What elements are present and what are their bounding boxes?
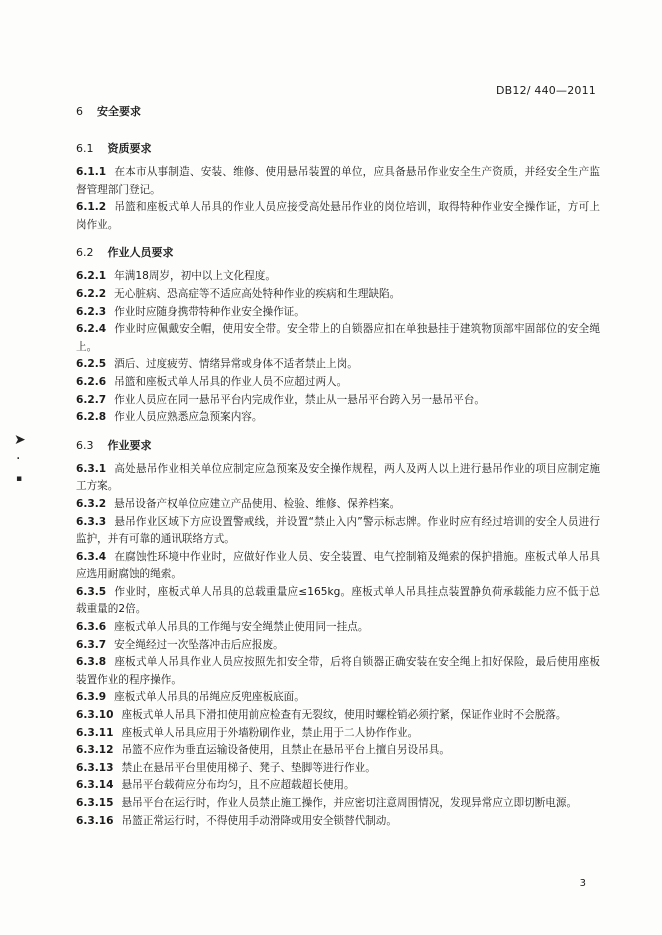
clause-text: 座板式单人吊具的吊绳应反兜座板底面。 — [114, 691, 305, 704]
clause-number: 6.3.15 — [76, 797, 114, 809]
clause-text: 悬吊平台在运行时，作业人员禁止施工操作，并应密切注意周围情况，发现异常应立即切断电源。 — [121, 797, 578, 809]
margin-dot-mark: · — [16, 451, 21, 467]
clause — [76, 777, 600, 795]
clause-text: 悬吊作业区域下方应设置警戒线，并设置“禁止入内”警示标志牌。作业时应有经过培训的安全人员进行监护，并有可靠的通讯联络方式。 — [76, 515, 600, 546]
clause — [76, 392, 600, 410]
clause-text: 在腐蚀性环境中作业时，应做好作业人员、安全装置、电气控制箱及绳索的保护措施。座板式单人吊具应选用耐腐蚀的绳索。 — [76, 550, 600, 581]
clause — [76, 584, 600, 619]
clause-number: 6.3.14 — [76, 779, 114, 792]
margin-arrow-mark: ➤ — [14, 432, 26, 448]
document-body — [76, 104, 600, 830]
subsection-title: 作业要求 — [107, 438, 152, 452]
clause-text: 悬吊平台载荷应分布均匀，且不应超载超长使用。 — [121, 779, 355, 792]
subsection-number: 6.3 — [76, 438, 94, 452]
clause-text: 作业时应随身携带特种作业安全操作证。 — [114, 305, 305, 318]
clause — [76, 199, 600, 234]
subsection-title: 作业人员要求 — [107, 246, 174, 260]
section-number: 6 — [76, 105, 83, 118]
subsection-title: 资质要求 — [107, 142, 152, 155]
clause-text: 座板式单人吊具的工作绳与安全绳禁止使用同一挂点。 — [114, 621, 369, 634]
subsection-heading — [76, 438, 600, 454]
clause — [76, 164, 600, 199]
clause — [76, 689, 600, 707]
clause — [76, 619, 600, 637]
subsection-heading — [76, 245, 600, 261]
clause-text: 座板式单人吊具下滑扣使用前应检查有无裂纹，使用时螺栓销必须拧紧，保证作业时不会脱落。 — [121, 709, 567, 722]
clause — [76, 321, 600, 356]
clause-number: 6.3.3 — [76, 515, 107, 528]
clause — [76, 654, 600, 689]
clause-number: 6.3.6 — [76, 621, 107, 634]
clause — [76, 268, 600, 286]
clause — [76, 461, 600, 496]
clause-text: 在本市从事制造、安装、维修、使用悬吊装置的单位，应具备悬吊作业安全生产资质，并经安全生产监督管理部门登记。 — [76, 166, 600, 196]
clause-text: 禁止在悬吊平台里使用梯子、凳子、垫脚等进行作业。 — [121, 761, 376, 774]
subsection-number: 6.1 — [76, 142, 94, 155]
clause-number: 6.2.6 — [76, 375, 107, 388]
clause-text: 座板式单人吊具作业人员应按照先扣安全带，后将自锁器正确安装在安全绳上扣好保险，最后使用座板装置作业的程序操作。 — [76, 656, 600, 686]
section-heading — [76, 104, 600, 120]
margin-square-mark: ▪ — [16, 474, 23, 484]
clause-text: 作业时应佩戴安全帽，使用安全带。安全带上的自锁器应扣在单独悬挂于建筑物顶部牢固部位的安全绳上。 — [76, 323, 600, 353]
clause-number: 6.3.11 — [76, 726, 114, 739]
clause-number: 6.2.8 — [76, 411, 107, 424]
clause-number: 6.2.4 — [76, 323, 107, 336]
clause-number: 6.3.8 — [76, 656, 107, 669]
clause-text: 作业人员应在同一悬吊平台内完成作业，禁止从一悬吊平台跨入另一悬吊平台。 — [114, 393, 485, 406]
clause-text: 高处悬吊作业相关单位应制定应急预案及安全操作规程，两人及两人以上进行悬吊作业的项目应制定施工方案。 — [76, 462, 600, 493]
clause-text: 吊篮不应作为垂直运输设备使用，且禁止在悬吊平台上擅自另设吊具。 — [121, 744, 450, 757]
clause — [76, 374, 600, 392]
clause — [76, 514, 600, 549]
clause-text: 吊篮正常运行时，不得使用手动滑降或用安全锁替代制动。 — [121, 814, 397, 827]
clause — [76, 813, 600, 831]
clause-text: 吊篮和座板式单人吊具的作业人员应接受高处悬吊作业的岗位培训，取得特种作业安全操作证，方可上岗作业。 — [76, 201, 600, 231]
clause-number: 6.3.16 — [76, 814, 114, 827]
clause-text: 悬吊设备产权单位应建立产品使用、检验、维修、保养档案。 — [114, 497, 401, 510]
clause-number: 6.3.7 — [76, 638, 107, 651]
clause — [76, 795, 600, 813]
clause — [76, 742, 600, 760]
clause — [76, 549, 600, 584]
section-title: 安全要求 — [97, 105, 141, 118]
clause-text: 座板式单人吊具应用于外墙粉刷作业，禁止用于二人协作作业。 — [121, 726, 419, 739]
clause — [76, 637, 600, 655]
clause — [76, 356, 600, 374]
clause — [76, 286, 600, 304]
clause-number: 6.3.5 — [76, 585, 107, 598]
clause — [76, 496, 600, 514]
clause-text: 年满18周岁，初中以上文化程度。 — [114, 270, 276, 283]
clause-text: 安全绳经过一次坠落冲击后应报废。 — [114, 638, 284, 651]
clause-number: 6.3.12 — [76, 744, 114, 757]
clause-text: 作业人员应熟悉应急预案内容。 — [114, 411, 263, 424]
clause-number: 6.3.10 — [76, 709, 114, 722]
document-code: DB12/ 440—2011 — [495, 84, 596, 97]
clause-number: 6.2.2 — [76, 287, 107, 300]
clause-number: 6.3.1 — [76, 462, 107, 475]
clause-number: 6.3.4 — [76, 550, 107, 563]
clause-number: 6.2.1 — [76, 270, 107, 283]
clause — [76, 409, 600, 427]
clause-number: 6.3.9 — [76, 691, 107, 704]
page-number: 3 — [579, 878, 586, 889]
clause-text: 酒后、过度疲劳、情绪异常或身体不适者禁止上岗。 — [114, 358, 358, 371]
clause-number: 6.2.5 — [76, 358, 107, 371]
clause-number: 6.1.1 — [76, 166, 107, 178]
clause-text: 作业时，座板式单人吊具的总载重量应≤165kg。座板式单人吊具挂点装置静负荷承载能力应不低于总载重量的2倍。 — [76, 585, 600, 616]
subsection-number: 6.2 — [76, 246, 94, 260]
clause-number: 6.3.2 — [76, 497, 107, 510]
subsection-heading — [76, 141, 600, 157]
clause-number: 6.2.7 — [76, 393, 107, 406]
clause-number: 6.1.2 — [76, 201, 107, 214]
clause — [76, 725, 600, 743]
clause — [76, 760, 600, 778]
clause-text: 无心脏病、恐高症等不适应高处特种作业的疾病和生理缺陷。 — [114, 287, 401, 300]
clause-number: 6.3.13 — [76, 761, 114, 774]
clause — [76, 304, 600, 322]
clause-number: 6.2.3 — [76, 305, 107, 318]
clause-text: 吊篮和座板式单人吊具的作业人员不应超过两人。 — [114, 375, 348, 388]
clause — [76, 707, 600, 725]
